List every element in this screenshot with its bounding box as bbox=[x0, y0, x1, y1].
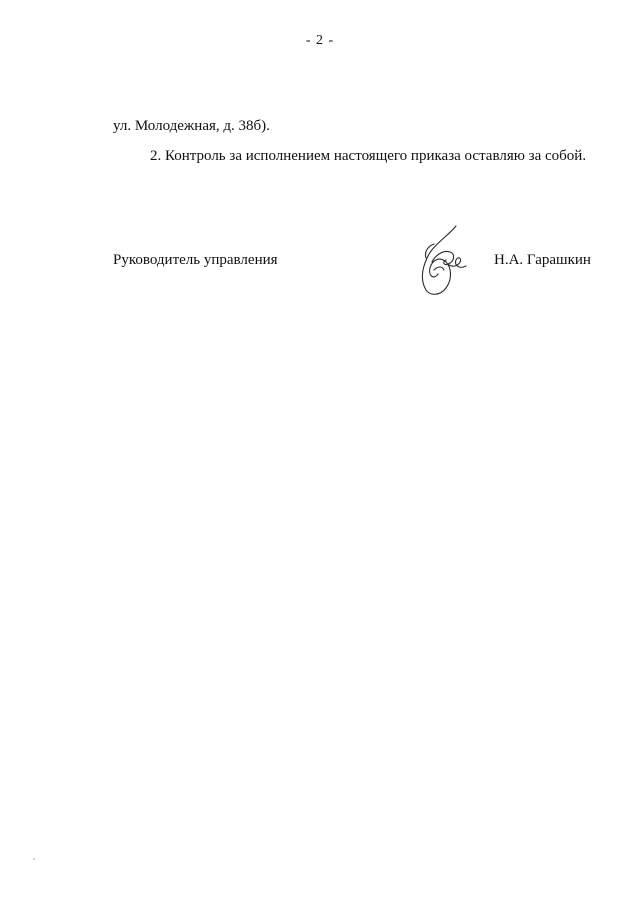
scan-speck bbox=[33, 858, 35, 860]
signer-name: Н.А. Гарашкин bbox=[494, 252, 591, 268]
paragraph-control-clause: 2. Контроль за исполнением настоящего приказа оставляю за собой. bbox=[150, 148, 587, 164]
handwritten-signature bbox=[412, 222, 472, 298]
paragraph-address-continuation: ул. Молодежная, д. 38б). bbox=[113, 118, 270, 134]
page-number: - 2 - bbox=[305, 33, 335, 48]
signer-position-title: Руководитель управления bbox=[113, 252, 278, 268]
